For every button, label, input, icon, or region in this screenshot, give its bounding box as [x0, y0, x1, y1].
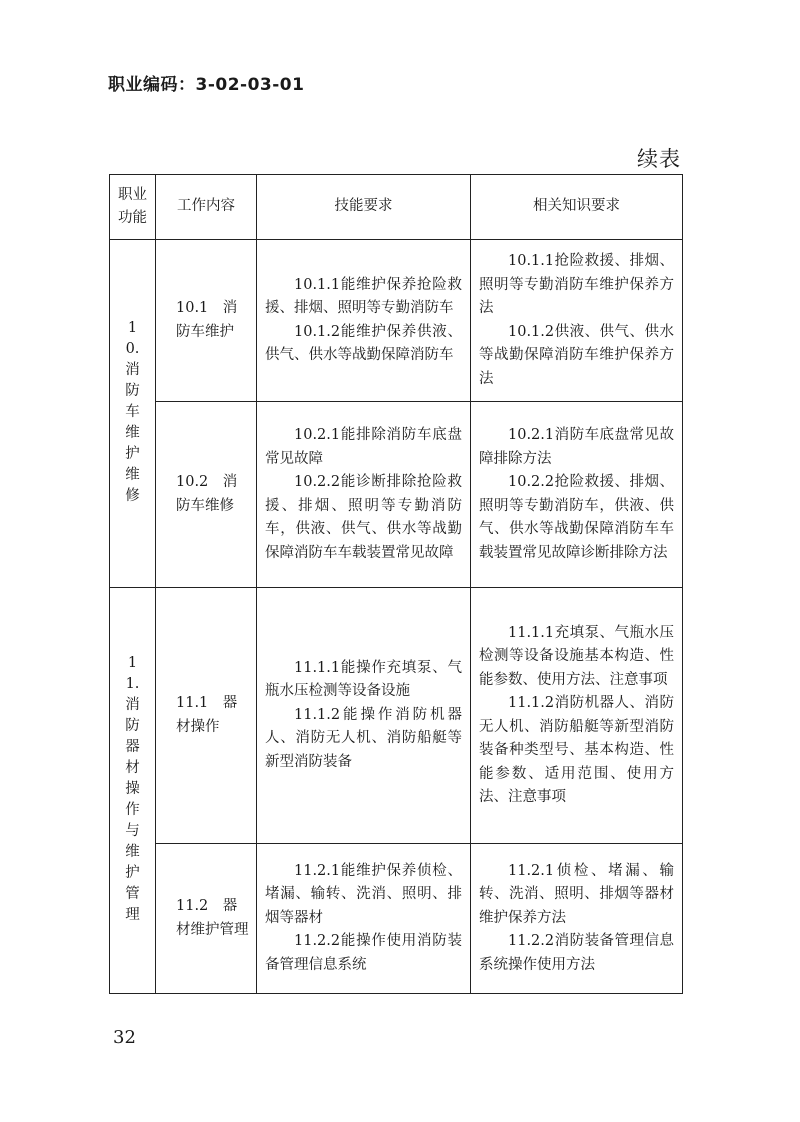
skill-item: 11.1.2能操作消防机器人、消防无人机、消防船艇等新型消防装备	[265, 706, 462, 770]
knowledge-item: 11.2.2消防装备管理信息系统操作使用方法	[479, 933, 674, 973]
knowledge-cell	[471, 844, 683, 994]
skill-cell	[257, 240, 471, 402]
work-content-cell: 11.1 器材操作	[156, 588, 257, 844]
skills-table	[109, 174, 683, 994]
knowledge-item: 11.2.1侦检、堵漏、输转、洗消、照明、排烟等器材维护保养方法	[479, 862, 674, 926]
occupation-code: 职业编码：3-02-03-01	[108, 75, 305, 95]
skill-item: 11.2.1能维护保养侦检、堵漏、输转、洗消、照明、排烟等器材	[265, 862, 462, 926]
knowledge-cell	[471, 240, 683, 402]
knowledge-item: 11.1.2消防机器人、消防无人机、消防船艇等新型消防装备种类型号、基本构造、性能参数、适用范围、使用方法、注意事项	[479, 695, 674, 805]
skill-item: 10.1.1能维护保养抢险救援、排烟、照明等专勤消防车	[265, 276, 462, 316]
knowledge-cell	[471, 588, 683, 844]
table-header-row	[110, 175, 683, 240]
knowledge-cell	[471, 402, 683, 588]
function-title: 11.消防器材操作与维护管理	[125, 655, 140, 924]
skill-item: 11.1.1能操作充填泵、气瓶水压检测等设备设施	[265, 659, 462, 700]
skill-item: 11.2.2能操作使用消防装备管理信息系统	[265, 933, 462, 973]
knowledge-item: 10.2.1消防车底盘常见故障排除方法	[479, 427, 674, 467]
table-row	[110, 588, 683, 844]
skill-cell	[257, 844, 471, 994]
function-cell	[110, 588, 156, 994]
page-number: 32	[113, 1027, 136, 1048]
skill-item: 10.2.1能排除消防车底盘常见故障	[265, 427, 462, 467]
work-content-cell: 10.1 消防车维护	[156, 240, 257, 402]
continued-table-label: 续表	[637, 147, 681, 171]
header-skill-requirements: 技能要求	[257, 175, 471, 240]
skill-cell	[257, 588, 471, 844]
function-cell	[110, 240, 156, 588]
header-work-content: 工作内容	[156, 175, 257, 240]
skill-item: 10.1.2能维护保养供液、供气、供水等战勤保障消防车	[265, 323, 462, 363]
table-row	[110, 844, 683, 994]
table-row	[110, 240, 683, 402]
table-row	[110, 402, 683, 588]
header-knowledge-requirements: 相关知识要求	[471, 175, 683, 240]
header-function: 职业功能	[110, 175, 156, 240]
knowledge-item: 10.1.1抢险救援、排烟、照明等专勤消防车维护保养方法	[479, 253, 674, 316]
work-content-cell: 10.2 消防车维修	[156, 402, 257, 588]
skill-item: 10.2.2能诊断排除抢险救援、排烟、照明等专勤消防车，供液、供气、供水等战勤保障消防车车载装置常见故障	[265, 474, 462, 561]
work-content-cell: 11.2 器材维护管理	[156, 844, 257, 994]
knowledge-item: 10.2.2抢险救援、排烟、照明等专勤消防车，供液、供气、供水等战勤保障消防车车载装置常见故障诊断排除方法	[479, 474, 674, 561]
skill-cell	[257, 402, 471, 588]
knowledge-item: 10.1.2供液、供气、供水等战勤保障消防车维护保养方法	[479, 323, 674, 387]
knowledge-item: 11.1.1充填泵、气瓶水压检测等设备设施基本构造、性能参数、使用方法、注意事项	[479, 624, 674, 688]
function-title: 10.消防车维护维修	[125, 320, 140, 505]
